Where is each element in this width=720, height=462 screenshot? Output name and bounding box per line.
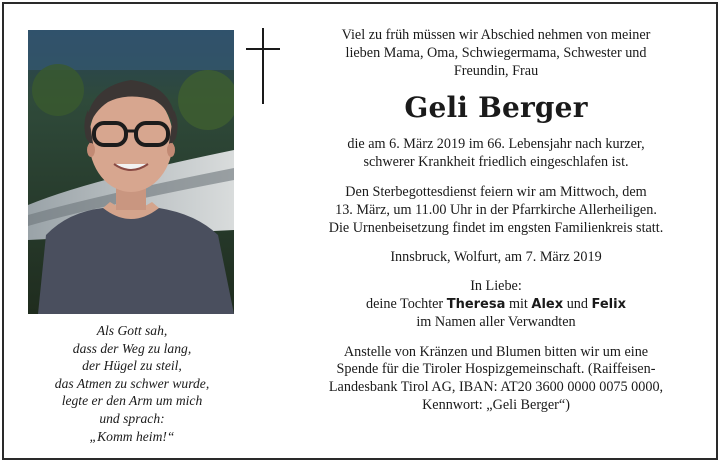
- daughter-name: Theresa: [446, 296, 506, 312]
- mourners-prefix: deine Tochter: [366, 295, 447, 312]
- mourners-family: [290, 296, 702, 314]
- poem-line: Als Gott sah,: [96, 323, 168, 338]
- mourners-relatives: im Namen aller Verwandten: [416, 313, 576, 330]
- death-line: die am 6. März 2019 im 66. Lebensjahr nach kurzer,: [347, 136, 645, 153]
- service-line: Die Urnenbeisetzung findet im engsten Familienkreis statt.: [328, 219, 664, 236]
- portrait-photo: [28, 30, 234, 314]
- grandchild-name: Felix: [591, 296, 626, 312]
- donation-line: Spende für die Tiroler Hospizgemeinschaft. (Raiffeisen-: [336, 361, 656, 378]
- poem-line: der Hügel zu steil,: [82, 358, 182, 374]
- poem-line: legte er den Arm um mich: [61, 393, 203, 409]
- latin-cross-icon: [246, 28, 280, 104]
- service-line: Den Sterbegottesdienst feiern wir am Mittwoch, dem: [345, 183, 647, 200]
- obituary-frame: [2, 2, 718, 460]
- intro-line: Viel zu früh müssen wir Abschied nehmen von meiner: [341, 27, 651, 43]
- grandchild-name: Alex: [531, 296, 564, 312]
- intro-line: Freundin, Frau: [453, 62, 539, 79]
- service-line: 13. März, um 11.00 Uhr in der Pfarrkirche Allerheiligen.: [335, 201, 657, 218]
- mourners-heading: In Liebe:: [470, 278, 522, 295]
- donation-line: Kennwort: „Geli Berger“): [422, 396, 570, 413]
- intro-line: lieben Mama, Oma, Schwiegermama, Schwester und: [345, 44, 647, 61]
- place-date: Innsbruck, Wolfurt, am 7. März 2019: [390, 249, 602, 266]
- poem: [18, 322, 246, 445]
- mourners-and: und: [563, 295, 592, 312]
- deceased-name: Geli Berger: [404, 91, 588, 125]
- poem-line: dass der Weg zu lang,: [72, 340, 192, 356]
- mourners-with: mit: [505, 295, 532, 312]
- poem-line: und sprach:: [99, 410, 165, 426]
- donation-line: Landesbank Tirol AG, IBAN: AT20 3600 0000 0075 0000,: [328, 379, 664, 396]
- portrait-illustration: [28, 30, 234, 314]
- death-line: schwerer Krankheit friedlich eingeschlafen ist.: [363, 154, 629, 171]
- donation-line: Anstelle von Kränzen und Blumen bitten wir um eine: [343, 343, 649, 360]
- poem-line: das Atmen zu schwer wurde,: [54, 375, 210, 391]
- poem-line: „Komm heim!“: [89, 428, 175, 444]
- obituary-text: [290, 27, 702, 415]
